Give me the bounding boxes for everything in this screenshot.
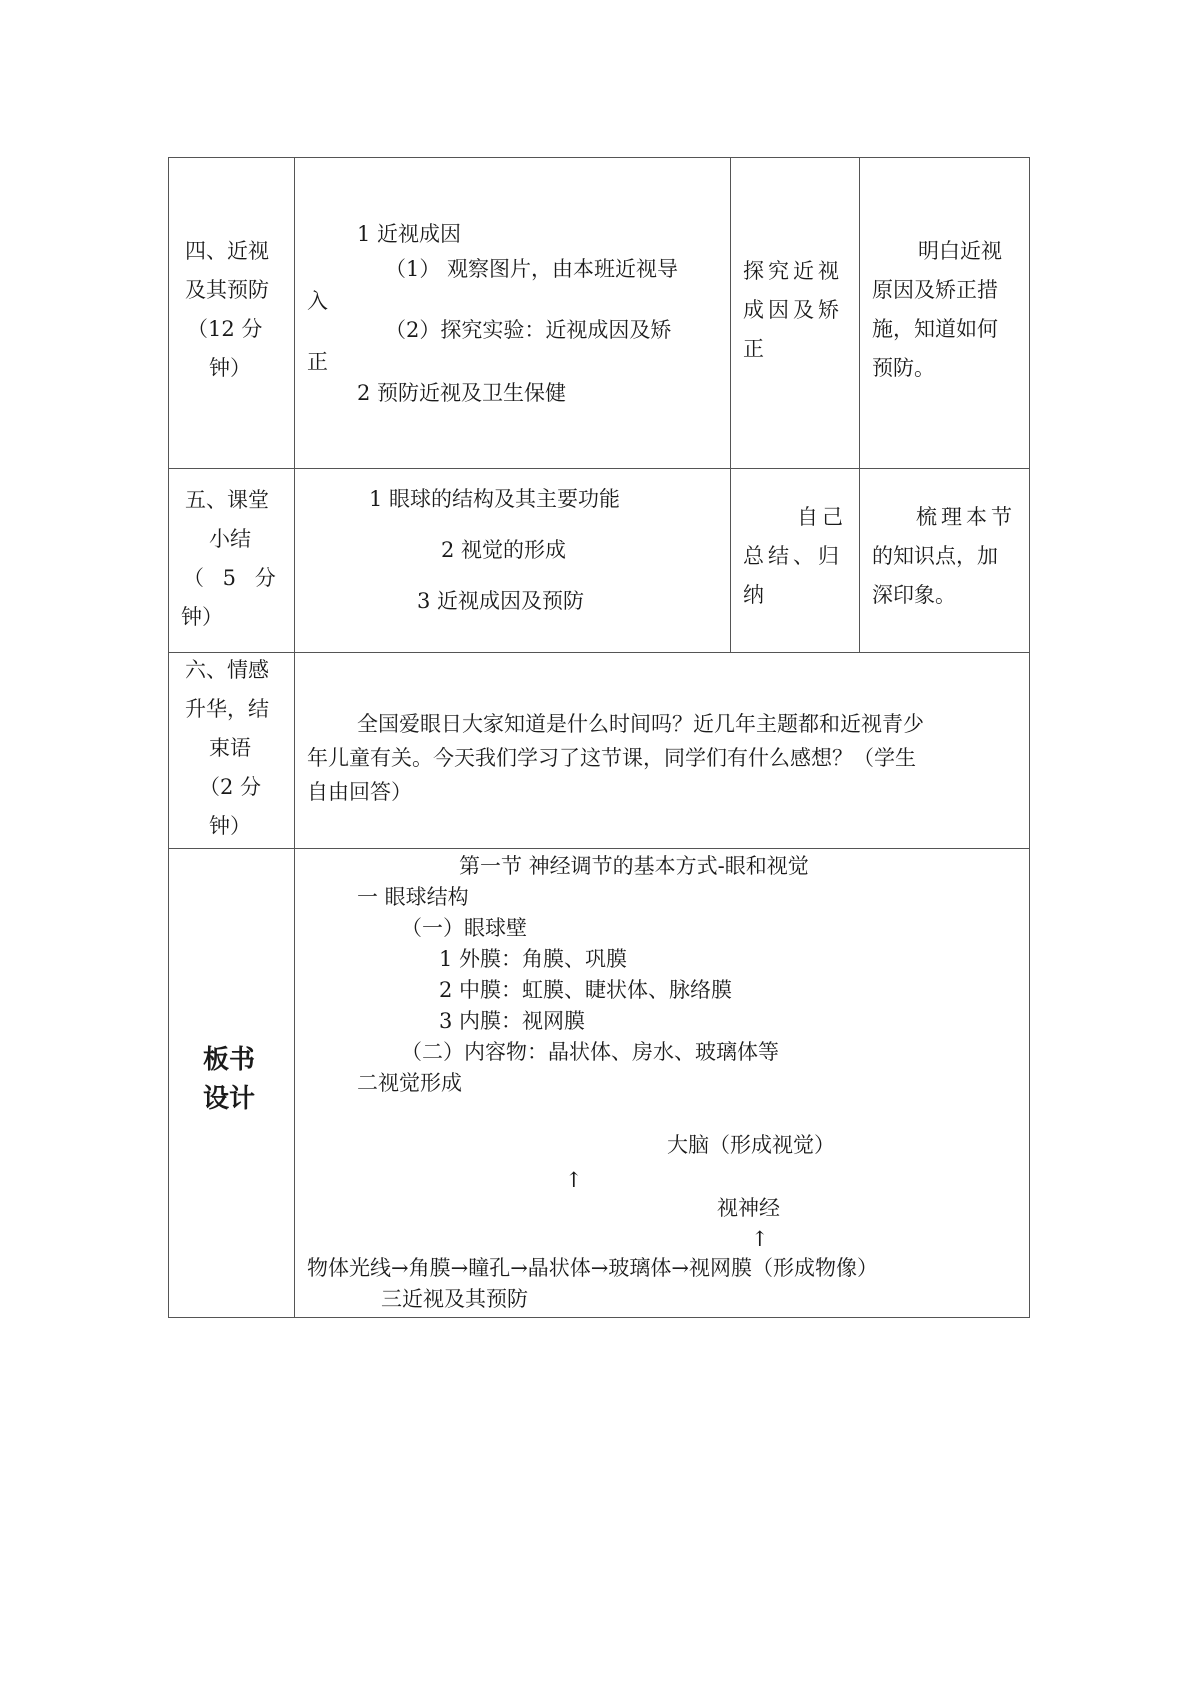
lesson-plan-table: [168, 157, 1030, 1318]
content-line: （2）探究实验：近视成因及矫: [385, 318, 672, 342]
content-cell: [295, 469, 731, 653]
board-label-line: 板书: [203, 1045, 256, 1075]
stage-cell: [169, 158, 295, 469]
activity-line: 自己: [797, 505, 847, 529]
table-row: [169, 653, 1030, 849]
board-line: 一 眼球结构: [357, 885, 469, 909]
content-line: 3 近视成因及预防: [417, 589, 585, 613]
table-row: [169, 469, 1030, 653]
intent-line: 预防。: [872, 356, 935, 380]
intent-cell: [860, 469, 1030, 653]
activity-line: 探究近视: [743, 259, 843, 283]
board-title: 第一节 神经调节的基本方式-眼和视觉: [459, 854, 809, 878]
intent-line: 原因及矫正措: [872, 278, 998, 302]
board-line: （一）眼球壁: [401, 916, 527, 940]
intent-line: 的知识点，加: [872, 544, 998, 568]
stage-line: （2 分: [199, 775, 262, 799]
closing-content-cell: [295, 653, 1030, 849]
activity-line: 正: [743, 337, 764, 361]
stage-line: 钟）: [181, 605, 223, 629]
stage-line: 四、近视: [185, 239, 269, 263]
activity-cell: [731, 158, 860, 469]
stage-line: 小结: [209, 527, 251, 551]
content-line: 2 预防近视及卫生保健: [357, 381, 567, 405]
content-line: 自由回答）: [307, 780, 412, 804]
activity-line: 总结、归: [743, 544, 843, 568]
optic-nerve-label: 视神经: [717, 1196, 780, 1220]
board-line: 二视觉形成: [357, 1071, 462, 1095]
content-cell: [295, 158, 731, 469]
stage-cell: [169, 469, 295, 653]
brain-label: 大脑（形成视觉）: [667, 1133, 835, 1157]
stage-line: （12 分: [187, 317, 263, 341]
board-line: （二）内容物：晶状体、房水、玻璃体等: [401, 1040, 779, 1064]
table-row: [169, 158, 1030, 469]
visual-pathway: 物体光线→角膜→瞳孔→晶状体→玻璃体→视网膜（形成物像）: [307, 1256, 878, 1280]
content-line: （1） 观察图片，由本班近视导: [385, 257, 679, 281]
board-content-cell: [295, 849, 1030, 1318]
content-line: 2 视觉的形成: [441, 538, 567, 562]
content-line: 年儿童有关。今天我们学习了这节课，同学们有什么感想？（学生: [307, 746, 916, 770]
board-label-line: 设计: [203, 1084, 256, 1114]
intent-cell: [860, 158, 1030, 469]
board-line: 2 中膜：虹膜、睫状体、脉络膜: [439, 978, 733, 1002]
stage-cell: [169, 653, 295, 849]
intent-line: 梳理本节: [916, 505, 1016, 529]
intent-line: 施，知道如何: [872, 317, 998, 341]
activity-line: 纳: [743, 583, 764, 607]
stage-line: 束语: [209, 736, 251, 760]
board-label-cell: [169, 849, 295, 1318]
board-line: 1 外膜：角膜、巩膜: [439, 947, 628, 971]
content-line: 正: [307, 350, 328, 374]
intent-line: 深印象。: [872, 583, 956, 607]
table-row: [169, 849, 1030, 1318]
activity-line: 成因及矫: [743, 298, 843, 322]
stage-line: 六、情感: [185, 658, 269, 682]
arrow-up-icon: ↑: [565, 1168, 583, 1192]
stage-line: 升华，结: [185, 697, 269, 721]
board-line: 三近视及其预防: [381, 1287, 528, 1311]
content-line: 全国爱眼日大家知道是什么时间吗？近几年主题都和近视青少: [357, 712, 924, 736]
activity-cell: [731, 469, 860, 653]
content-line: 1 眼球的结构及其主要功能: [369, 487, 621, 511]
board-line: 3 内膜：视网膜: [439, 1009, 586, 1033]
stage-line: 五、课堂: [185, 488, 269, 512]
content-line: 1 近视成因: [357, 222, 462, 246]
stage-line: 及其预防: [185, 278, 269, 302]
stage-line: （ 5 分: [183, 566, 282, 590]
intent-line: 明白近视: [918, 239, 1002, 263]
content-line: 入: [307, 289, 328, 313]
stage-line: 钟）: [209, 356, 251, 380]
stage-line: 钟）: [209, 814, 251, 838]
arrow-up-icon: ↑: [751, 1227, 769, 1251]
